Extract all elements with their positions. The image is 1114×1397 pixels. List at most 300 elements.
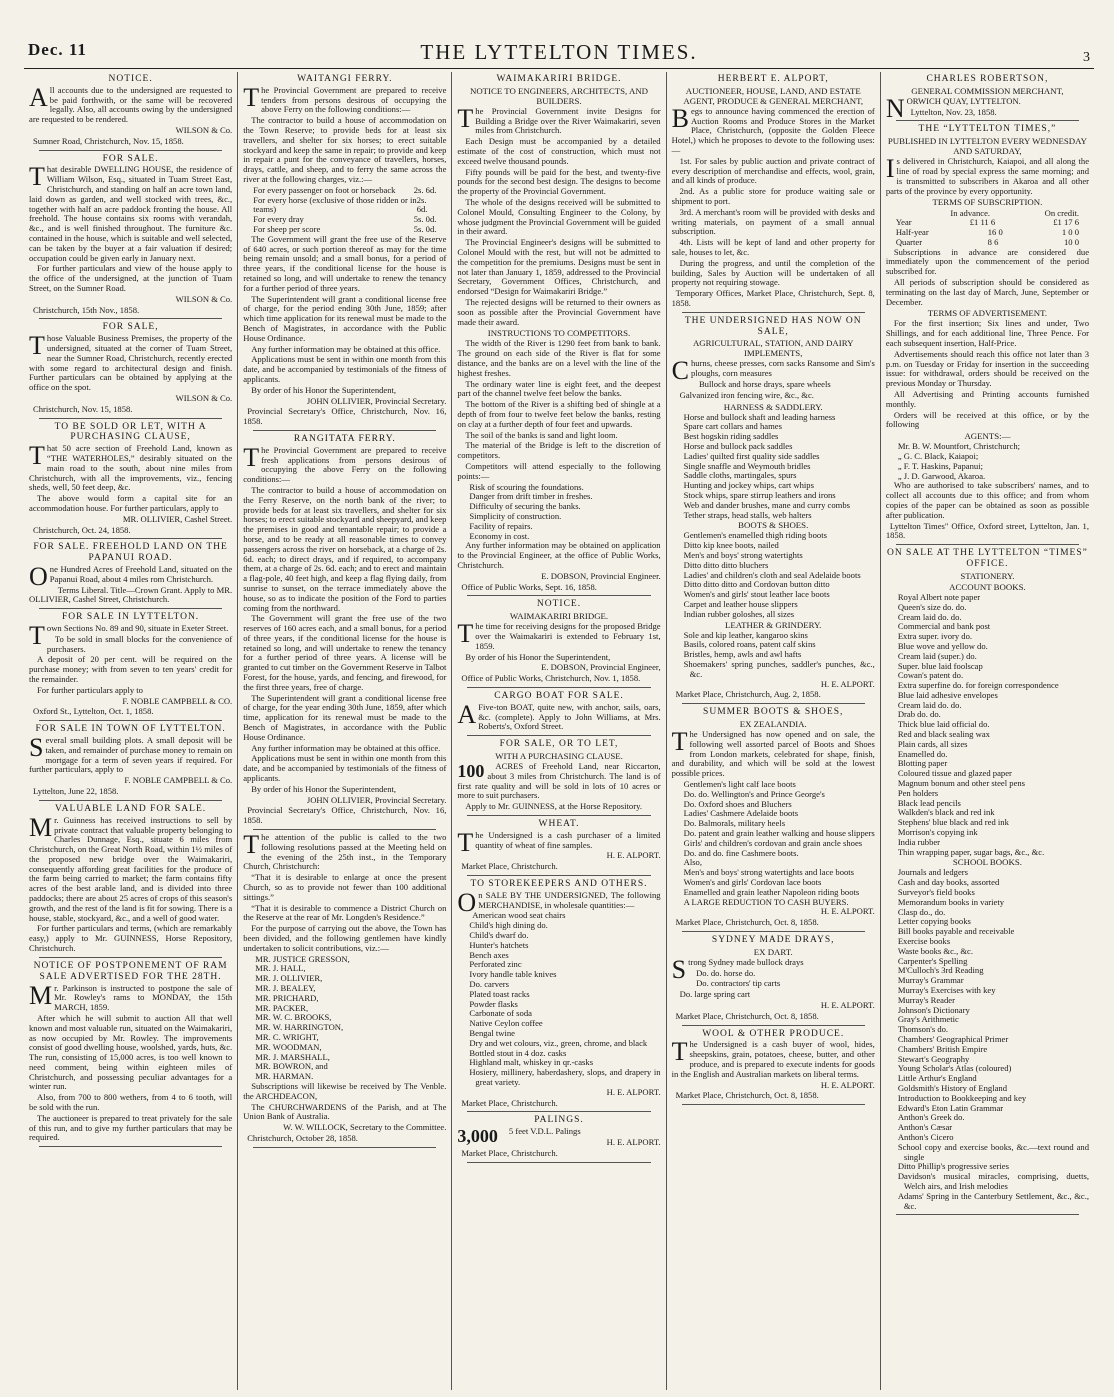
ad-paragraph: The attention of the public is called to the two following resolutions passed at the Meeting held on the evening of the 25th inst., in the Temporary Church, Christchurch:	[243, 830, 447, 872]
ad-paragraph: Competitors will attend especially to the following points:—	[457, 460, 661, 481]
advertisement	[457, 739, 660, 812]
merchandise-item: Basils, colored roans, patent calf skins	[683, 639, 816, 650]
committee-name-item: MR. C. WRIGHT,	[255, 1031, 319, 1042]
rate-table	[253, 186, 436, 235]
ad-paragraph: The bottom of the River is a shifting bed of shingle at a depth of from four to twelve feet below the banks, resting on clay at a further depth of four feet and upwards.	[457, 399, 661, 429]
ad-signature: H. E. ALPORT.	[606, 850, 661, 861]
ad-paragraph: To be sold in small blocks for the convenience of purchasers.	[46, 633, 233, 654]
merchandise-item: Anthon's Cicero	[897, 1131, 954, 1142]
ad-separator	[467, 815, 650, 816]
rate-price: 5s. 0d.	[413, 223, 437, 234]
advertisement	[29, 74, 232, 147]
ad-signature: F. NOBLE CAMPBELL & CO.	[122, 695, 233, 706]
ad-separator	[467, 1111, 650, 1112]
merchandise-item: Cream laid do. do.	[897, 699, 962, 710]
ad-separator	[39, 538, 222, 539]
merchandise-item: Murray's Reader	[897, 994, 955, 1005]
advertisement	[243, 434, 446, 826]
advertisement	[885, 74, 1089, 123]
ad-separator	[253, 1147, 436, 1148]
ad-subtitle: AUCTIONEER, HOUSE, LAND, AND ESTATE AGENT, PRODUCE & GENERAL MERCHANT,	[683, 85, 864, 106]
merchandise-item: Murray's Exercises with key	[897, 985, 996, 996]
subscription-cell: £1 17 6	[1053, 217, 1079, 228]
ad-signature: JOHN OLLIVIER, Provincial Secretary.	[306, 794, 447, 805]
ad-separator	[39, 957, 222, 958]
committee-name-item: MR. HARMAN.	[255, 1071, 314, 1082]
merchandise-item: Edward's Eton Latin Grammar	[897, 1102, 1004, 1113]
subscription-cell: 8 6	[987, 236, 999, 247]
merchandise-list	[457, 911, 660, 1087]
ad-title: ON SALE AT THE LYTTELTON “TIMES” OFFICE.	[886, 548, 1088, 570]
merchandise-item: India rubber	[897, 836, 941, 847]
merchandise-item: Chambers' British Empire	[897, 1043, 988, 1054]
merchandise-item: School copy and exercise books, &c.—text round and single	[897, 1141, 1090, 1162]
ad-title: WAIMAKARIRI BRIDGE.	[496, 74, 622, 84]
point-list	[457, 483, 660, 542]
ad-paragraph: The Superintendent will grant a conditional license free of charge, for the period ending 30th June, 1859; after which time application for its renewal must be made to the Bench of Magistrates, in accordance with the Public House Ordinance.	[243, 293, 447, 343]
ad-paragraph: Galvanized iron fencing wire, &c., &c.	[679, 389, 814, 400]
ad-location-date: Christchurch, Oct. 24, 1858.	[33, 524, 131, 535]
advertisement	[672, 1029, 875, 1102]
ad-separator	[467, 687, 650, 688]
column-4	[667, 72, 881, 1390]
advertisement	[457, 74, 660, 592]
merchandise-item: Blotting paper	[897, 758, 948, 769]
ad-paragraph: Fifty pounds will be paid for the best, and twenty-five pounds for the second best design. The designs to become the property of the Provincial Government.	[457, 166, 661, 197]
ad-section-heading: TERMS OF ADVERTISEMENT.	[927, 308, 1048, 319]
merchandise-item: Ivory handle table knives	[469, 969, 557, 980]
ad-paragraph: Applications must be sent in within one month from this date, and be accompanied by testimonials of the fitness of applicants.	[243, 753, 447, 784]
ad-paragraph: Also, from 700 to 800 wethers, from 4 to 6 tooth, will be sold with the run.	[29, 1092, 233, 1113]
point-item: Simplicity of construction.	[469, 510, 562, 521]
columns	[24, 72, 1094, 1390]
rate-price: 5s. 0d.	[413, 214, 437, 225]
advertisement	[243, 830, 447, 1144]
merchandise-item: Cream laid do. do.	[897, 611, 962, 622]
ad-signature: W. W. WILLOCK, Secretary to the Committee.	[283, 1122, 447, 1133]
ad-paragraph: The Government will grant the free use of the Reserve of 640 acres, or such portion thereof as may for the time being remain unsold; and a small bonus, for a period of three years, if the conditional license for the house is retained so long, and will undertake to renew the tenancy for a further period of three years.	[243, 233, 447, 293]
ad-separator	[682, 703, 865, 704]
advertisement	[672, 935, 875, 1022]
ad-paragraph: Orders will be received at this office, or by the following	[885, 409, 1090, 430]
ad-signature: F. NOBLE CAMPBELL & Co.	[124, 775, 233, 786]
ad-paragraph: The soil of the banks is sand and light loom.	[465, 429, 618, 440]
ad-location-date: Office of Public Works, Sept. 16, 1858.	[461, 581, 597, 592]
merchandise-item: Horse and bullock pack saddles	[683, 441, 793, 452]
advertisement	[457, 819, 660, 872]
subscription-cell: Quarter	[895, 236, 923, 247]
ad-title: SYDNEY MADE DRAYS,	[711, 935, 835, 946]
ad-title: THE “LYTTELTON TIMES,”	[918, 124, 1057, 135]
subscription-cell: £1 11 6	[969, 217, 996, 228]
ad-location-date: Christchurch, Nov. 15, 1858.	[33, 403, 133, 414]
ad-subtitle: EX ZEALANDIA.	[739, 719, 807, 730]
merchandise-item: Carpet and leather house slippers	[683, 599, 798, 610]
merchandise-item: Black lead pencils	[897, 797, 961, 808]
ad-paragraph: Do. do. horse do.	[696, 967, 756, 978]
ad-paragraph: By order of his Honor the Superintendent,	[251, 384, 397, 395]
ad-signature: MR. OLLIVIER, Cashel Street.	[122, 513, 233, 524]
ad-paragraph: “That it is desirable to commence a District Church on the Reserve at the rear of Mr. Longden's Residence.”	[243, 902, 447, 923]
ad-paragraph: Subscriptions in advance are considered due immediately upon the commencement of the period subscribed for.	[885, 246, 1090, 277]
ad-paragraph: For further particulars and terms, (which are remarkably easy,) apply to Mr. GUINNESS, Horse Repository, Christchurch.	[29, 923, 233, 954]
ad-location-date: Market Place, Christchurch.	[461, 1097, 558, 1108]
ad-paragraph: The Undersigned is a cash purchaser of a limited quantity of wheat of fine samples.	[457, 827, 661, 857]
masthead	[28, 40, 1090, 66]
ad-location-date: Market Place, Christchurch.	[461, 1147, 558, 1158]
merchandise-item: Commercial and bank post	[897, 621, 991, 632]
ad-section-heading: ACCOUNT BOOKS.	[949, 581, 1026, 592]
committee-name-item: MR. PACKER,	[255, 1002, 309, 1013]
ad-paragraph: A deposit of 20 per cent. will be required on the purchase money; with from seven to ten years' credit for the remainder.	[29, 654, 233, 685]
ad-paragraph: The Provincial Government invite Designs for Building a Bridge over the River Waimakariri, seven miles from Christchurch.	[457, 103, 661, 136]
subscription-cell: 1 0 0	[1061, 227, 1079, 238]
advertisement	[29, 322, 232, 414]
ad-separator	[253, 430, 436, 431]
merchandise-item: Bill books payable and receivable	[897, 926, 1015, 937]
merchandise-item: Surveyor's field books	[897, 887, 975, 898]
ad-separator	[467, 875, 650, 876]
merchandise-item: Ditto kip knee boots, nailed	[683, 540, 779, 551]
ad-paragraph: “That it is desirable to enlarge at once the present Church, so as to provide not fewer than 100 additional sittings.”	[243, 872, 447, 902]
merchandise-item: Tether straps, head stalls, web halters	[683, 509, 812, 520]
merchandise-item: Hosiery, millinery, haberdashery, slops, and drapery in great variety.	[469, 1067, 661, 1087]
page-number: 3	[1083, 50, 1090, 65]
advertisement	[457, 1115, 660, 1158]
ad-paragraph: Mr. Guinness has received instructions to sell by private contract that valuable property belonging to Charles Dunnage, Esq., situate 6 miles from Christchurch, on the Great North Road, within 1½ miles of the proposed new bridge over the Waimakariri, consequently affording great facilities for the produce of the farm being carried to market; the farm contains fifty acres of the best arable land, and is divided into three paddocks; there are about 25 acres of crops of this season's growth, and the rest of the land is fit for sowing. There is a house, stable, stockyard, &c., and a well of good water.	[29, 812, 233, 923]
merchandise-item: Super. blue laid foolscap	[897, 660, 983, 671]
ad-separator	[39, 150, 222, 151]
ad-paragraph: All accounts due to the undersigned are requested to be paid forthwith, or the same will be recovered legally. Also, all accounts owing by the undersigned are requested to be rendered.	[29, 82, 233, 125]
advertisement	[672, 74, 875, 309]
merchandise-item: Do. and do. fine Cashmere boots.	[683, 847, 799, 858]
subscription-cell: Year	[895, 217, 912, 228]
ad-paragraph: Mr. Parkinson is instructed to postpone the sale of Mr. Rowley's rams to MONDAY, the 15th MARCH, 1859.	[29, 980, 233, 1013]
rate-label: For every passenger on foot or horseback	[253, 184, 396, 195]
ad-signature: H. E. ALPORT.	[606, 1137, 661, 1147]
merchandise-item: Do. Balmorals, military heels	[683, 818, 786, 829]
merchandise-item: Perforated zinc	[469, 959, 522, 970]
ad-location-date: Office of Public Works, Christchurch, Nov. 1, 1858.	[461, 673, 641, 684]
ad-paragraph: All Advertising and Printing accounts furnished monthly.	[885, 389, 1090, 409]
merchandise-item: Chambers' Geographical Primer	[897, 1034, 1009, 1044]
advertisement	[457, 599, 660, 684]
merchandise-item: Coloured tissue and glazed paper	[897, 768, 1012, 779]
ad-paragraph: Applications must be sent in within one month from this date, and be accompanied by testimonials of the fitness of applicants.	[243, 354, 447, 384]
ad-title: NOTICE OF POSTPONEMENT OF RAM SALE ADVERTISED FOR THE 28TH.	[33, 960, 228, 982]
merchandise-item: Spare cart collars and hames	[683, 421, 782, 432]
ad-paragraph: Strong Sydney made bullock drays	[671, 954, 804, 984]
ad-paragraph: One Hundred Acres of Freehold Land, situated on the Papanui Road, about 4 miles rom Christchurch.	[29, 562, 233, 592]
ad-title: PALINGS.	[534, 1115, 584, 1126]
ad-section-heading: AGENTS:—	[964, 431, 1011, 442]
ad-paragraph: Terms Liberal. Title—Crown Grant. Apply to MR. OLLIVIER, Cashel Street, Christchurch.	[29, 584, 233, 605]
advertisement	[886, 124, 1089, 541]
merchandise-item: Letter copying books	[897, 916, 971, 927]
merchandise-item: Do. patent and grain leather walking and house slippers	[683, 828, 875, 839]
ad-separator	[39, 608, 222, 609]
ad-paragraph: The whole of the designs received will be submitted to Colonel Mould, Consulting Engineer to the Colony, by whose judgment the Provincial Government will be guided in their award.	[457, 197, 661, 237]
ad-separator	[682, 1104, 865, 1105]
merchandise-item: Ladies' quilted first quality side saddles	[683, 450, 820, 461]
ad-separator	[896, 544, 1079, 545]
committee-name-item: MR. PRICHARD,	[255, 992, 319, 1003]
ad-title: NOTICE.	[108, 74, 153, 84]
ad-location-date: Provincial Secretary's Office, Christchurch, Nov. 16, 1858.	[243, 805, 447, 826]
ad-paragraph: For the purpose of carrying out the above, the Town has been divided, and the following gentlemen have kindly undertaken to solicit contributions, viz.:—	[243, 923, 447, 953]
merchandise-item: Powder flasks	[469, 998, 518, 1009]
ad-location-date: Sumner Road, Christchurch, Nov. 15, 1858.	[33, 135, 184, 146]
ad-paragraph: Is delivered in Christchurch, Kaiapoi, and all along the line of road by special express the same morning; and is transmitted to subscribers in Akaroa and all other parts of the province by every opportunity.	[885, 154, 1090, 196]
merchandise-item: Young Scholar's Atlas (coloured)	[897, 1063, 1012, 1074]
merchandise-item: Plain cards, all sizes	[897, 738, 968, 749]
merchandise-item: Ditto ditto ditto and Cordovan button ditto	[683, 579, 830, 590]
advertisement	[457, 691, 660, 732]
ad-paragraph: Any further information may be obtained at this office.	[251, 742, 441, 753]
issue-date: Dec. 11	[28, 40, 87, 59]
merchandise-list	[672, 780, 875, 907]
ad-paragraph: Who are authorised to take subscribers' names, and to collect all accounts due to this office; and from whom copies of the paper can be obtained as soon as possible after publication.	[885, 480, 1090, 520]
column-5	[881, 72, 1094, 1390]
advertisement	[29, 961, 232, 1143]
ad-title: WOOL & OTHER PRODUCE.	[702, 1028, 845, 1039]
merchandise-item: Walkden's black and red ink	[897, 807, 995, 818]
ad-location-date: Lyttelton Times" Office, Oxford street, Lyttelton, Jan. 1, 1858.	[885, 520, 1090, 541]
ad-paragraph: 1st. For sales by public auction and private contract of every description of merchandise and effects, wool, grain, and all kinds of produce.	[671, 155, 875, 186]
ad-paragraph: 5 feet V.D.L. Palings	[508, 1126, 581, 1137]
ad-title: TO BE SOLD OR LET, WITH A PURCHASING CLAUSE,	[54, 421, 207, 443]
ad-separator	[682, 931, 865, 932]
ad-signature: E. DOBSON, Provincial Engineer.	[541, 570, 661, 581]
ad-paragraph: The above would form a capital site for an accommodation house. For further particulars, apply to	[29, 493, 233, 514]
merchandise-item: Adams' Spring in the Canterbury Settlement, &c., &c., &c.	[897, 1190, 1090, 1211]
merchandise-item: Gray's Arithmetic	[897, 1014, 959, 1025]
ad-paragraph: Advertisements should reach this office not later than 3 p.m. on Tuesday or Friday for insertion in the succeeding issue: for withdrawal, orders should be received on the previous Monday or Thursday.	[885, 348, 1090, 389]
newspaper-title: THE LYTTELTON TIMES.	[420, 40, 698, 64]
ad-separator	[682, 312, 865, 313]
ad-title: NOTICE.	[536, 599, 582, 610]
merchandise-item: Carbonate of soda	[469, 1008, 532, 1019]
advertisement	[672, 707, 875, 928]
ad-title: WAITANGI FERRY.	[297, 74, 393, 84]
ad-paragraph: 3rd. A merchant's room will be provided with desks and writing materials, on payment of a small annual subscription.	[671, 206, 875, 237]
ad-paragraph: For further particulars and view of the house apply to the office of the undersigned, at the junction of Tuam Street, on the Sumner Road.	[29, 263, 233, 293]
point-item: Danger from drift timber in freshes.	[469, 491, 593, 502]
ad-paragraph: By order of his Honor the Superintendent,	[251, 783, 397, 794]
ad-location-date: Market Place, Christchurch, Oct. 8, 1858.	[675, 1090, 819, 1101]
merchandise-item: Blue laid adhesive envelopes	[897, 689, 998, 700]
ad-signature: H. E. ALPORT.	[820, 1000, 875, 1011]
merchandise-item: Thick blue laid official do.	[897, 719, 990, 730]
rate-price: 2s. 6d.	[416, 194, 428, 215]
ad-title: WHEAT.	[538, 819, 580, 829]
ad-title: FOR SALE, OR TO LET,	[499, 739, 619, 750]
ad-signature: H. E. ALPORT.	[820, 1079, 875, 1090]
ad-separator	[467, 1162, 650, 1163]
merchandise-item: Stewart's Geography	[897, 1053, 970, 1064]
subscription-cell: Half-year	[895, 227, 929, 238]
merchandise-item: A LARGE REDUCTION TO CASH BUYERS.	[683, 896, 849, 907]
merchandise-list	[672, 413, 875, 521]
ad-title: CHARLES ROBERTSON,	[926, 74, 1049, 84]
merchandise-item: Horse and bullock shaft and leading harness	[683, 411, 836, 422]
merchandise-item: Enamelled and grain leather Napoleon riding boots	[683, 886, 860, 897]
ad-location-date: Oxford St., Lyttelton, Oct. 1, 1858.	[33, 706, 154, 717]
ad-separator	[39, 720, 222, 721]
ad-paragraph: The time for receiving designs for the proposed Bridge over the Waimakariri is extended to February 1st, 1859.	[457, 619, 661, 651]
ad-paragraph: Those Valuable Business Premises, the property of the undersigned, situated at the corner of Tuam Street, near the Sumner Road, Christchurch, recently erected with some regard to architectural design and finish. Further particulars can be obtained by applying at the office on the spot.	[29, 331, 233, 393]
advertisement	[29, 804, 232, 954]
ad-paragraph: By order of his Honor the Superintendent,	[465, 651, 611, 662]
point-item: Difficulty of securing the banks.	[469, 501, 581, 512]
ad-signature: H. E. ALPORT.	[820, 906, 875, 917]
advertisement	[29, 422, 232, 536]
committee-name-item: MR. J. MARSHALL,	[255, 1051, 330, 1062]
ad-title: SUMMER BOOTS & SHOES,	[703, 707, 844, 718]
ad-separator	[467, 735, 650, 736]
merchandise-item: Journals and ledgers	[897, 867, 968, 878]
advertisement	[243, 74, 446, 427]
merchandise-item: Shoemakers' spring punches, saddler's punches, &c., &c.	[683, 659, 875, 679]
merchandise-item: Ditto ditto ditto bluchers	[683, 559, 769, 570]
point-item: Facility of repairs.	[469, 520, 533, 531]
committee-name-item: MR. W. C. BROOKS,	[255, 1012, 332, 1023]
merchandise-item: Drab do. do.	[897, 709, 941, 720]
agent-item: „ G. C. Black, Kaiapoi;	[897, 451, 979, 462]
ad-paragraph: AFive-ton BOAT, quite new, with anchor, sails, oars, &c. (complete). Apply to John Williams, at Mrs. Roberts's, Oxford Street.	[457, 699, 661, 732]
ad-paragraph: The Provincial Government are prepared to receive tenders from persons desirous of occupying the above Ferry on the following conditions:—	[243, 82, 447, 115]
merchandise-item: Anthon's Greek do.	[897, 1112, 965, 1123]
merchandise-item: Cash and day books, assorted	[897, 877, 1000, 888]
ad-separator	[253, 829, 436, 830]
ad-section-heading: INSTRUCTIONS TO COMPETITORS.	[487, 328, 631, 339]
merchandise-item: Clasp do., do.	[897, 906, 946, 917]
ad-location-date: Market Place, Christchurch, Oct. 8, 1858.	[675, 1010, 819, 1021]
committee-name-item: MR. J. OLLIVIER,	[255, 973, 323, 984]
ad-title: FOR SALE. FREEHOLD LAND ON THE PAPANUI ROAD.	[33, 542, 228, 564]
merchandise-item: Bengal twine	[469, 1028, 515, 1038]
committee-name-item: MR. JUSTICE GRESSON,	[255, 953, 350, 964]
ad-paragraph: The contractor to build a house of accommodation on the Town Reserve; to provide beds for at least six travellers, and shelter for six horses; to erect suitable stockyard and keep the same in repair; to provide and keep in repair a punt for the conveyance of travellers, horses, drays, cattle, and sheep, and to ferry the same across the river at the following charges, viz.:—	[243, 115, 447, 184]
ad-subtitle: AGRICULTURAL, STATION, AND DAIRY IMPLEMENTS,	[692, 338, 854, 359]
ad-paragraph: All periods of subscription should be considered as terminating on the last day of March, June, September or December.	[885, 277, 1090, 307]
ad-location-date: Market Place, Christchurch, Aug. 2, 1858.	[675, 689, 821, 700]
ad-title: RANGITATA FERRY.	[293, 433, 396, 444]
merchandise-item: M'Culloch's 3rd Reading	[897, 965, 984, 976]
committee-name-item: MR. WOODMAN,	[255, 1041, 322, 1052]
ad-title: FOR SALE.	[102, 153, 159, 164]
merchandise-item: Red and black sealing wax	[897, 729, 990, 740]
ad-paragraph: During the progress, and until the completion of the building, Sales by Auction will be undertaken of all property not requiring stowage.	[671, 257, 875, 288]
advertisement	[457, 879, 660, 1108]
merchandise-item: Also,	[683, 857, 702, 868]
advertisement	[29, 542, 232, 605]
ad-signature: WILSON & Co.	[175, 393, 233, 403]
advertisement	[886, 548, 1089, 1211]
merchandise-item: Enamelled do.	[897, 748, 948, 759]
merchandise-item: Do. Oxford shoes and Bluchers	[683, 798, 792, 809]
merchandise-item: Saddle cloths, martingales, spurs	[683, 470, 797, 481]
large-figure: 3,000	[457, 1126, 498, 1147]
ad-paragraph: Town Sections No. 89 and 90, situate in Exeter Street.	[29, 621, 229, 651]
merchandise-item: Men's and boys' strong watertights	[683, 550, 803, 561]
committee-name-item: MR. W. HARRINGTON,	[255, 1022, 344, 1033]
large-figure: 100	[457, 761, 485, 782]
ad-paragraph: 4th. Lists will be kept of land and other property for sale, houses to let, &c.	[671, 237, 875, 258]
merchandise-item: Sole and kip leather, kangaroo skins	[683, 629, 808, 640]
ad-title: FOR SALE IN LYTTELTON.	[62, 612, 200, 623]
ad-location-date: Market Place, Christchurch, Oct. 8, 1858.	[675, 917, 819, 928]
merchandise-item: Women's and girls' stout leather lace boots	[683, 589, 830, 600]
ad-location-date: Market Place, Christchurch.	[461, 861, 558, 872]
merchandise-item: Pen holders	[897, 787, 939, 798]
ad-subtitle: STATIONERY.	[960, 570, 1015, 581]
advertisement	[29, 724, 232, 797]
header-rule	[24, 68, 1094, 69]
ad-paragraph: The ordinary water line is eight feet, and the deepest part of the channel twelve feet below the banks.	[457, 378, 661, 399]
committee-name-item: MR. BOWRON, and	[255, 1061, 328, 1072]
ad-paragraph: Subscriptions will likewise be received by The Venble. the ARCHDEACON,	[243, 1080, 447, 1101]
merchandise-item: Best hogskin riding saddles	[683, 431, 779, 442]
ad-signature: E. DOBSON, Provincial Engineer,	[541, 662, 661, 673]
subscription-cell: 10 0	[1063, 236, 1080, 247]
ad-paragraph: The width of the River is 1290 feet from bank to bank. The ground on each side of the River is flat for some distance, and the banks are on a level with the line of the highest freshes.	[457, 338, 661, 378]
merchandise-item: Davidson's musical miracles, comprising, duetts, Welch airs, and Irish melodies	[897, 1171, 1090, 1191]
merchandise-item: Thomson's do.	[897, 1024, 949, 1035]
ad-title: HERBERT E. ALPORT,	[717, 74, 829, 84]
agent-item: „ J. D. Garwood, Akaroa.	[897, 470, 986, 481]
ad-title: CARGO BOAT FOR SALE.	[494, 690, 624, 701]
ad-location-date: Lyttelton, June 22, 1858.	[33, 786, 119, 797]
merchandise-list	[886, 593, 1089, 858]
ad-title: FOR SALE,	[102, 322, 159, 333]
ad-separator	[39, 800, 222, 801]
merchandise-item: Gentlemen's light calf lace boots	[683, 779, 796, 790]
ad-paragraph: The Undersigned is a cash buyer of wool, hides, sheepskins, grain, potatoes, cheese, butter, and other produce, and is prepared to execute indents for goods in the English and Australian markets on liberal terms.	[671, 1037, 875, 1079]
agent-item: „ F. T. Haskins, Papanui;	[897, 460, 983, 471]
ad-paragraph: Begs to announce having commenced the erection of Auction Rooms and Produce Stores in the Market Place, Christchurch, (opposite the Golden Fleece Hotel,) which he proposes to devote to the following uses:—	[671, 103, 875, 156]
merchandise-item: Ladies' and children's cloth and seal Adelaide boots	[683, 569, 861, 580]
ad-paragraph: Do. large spring cart	[679, 989, 751, 1000]
ad-paragraph: Any further information may be obtained on application to the Provincial Engineer, at the office of Public Works, Christchurch.	[457, 540, 661, 570]
ad-paragraph: 2nd. As a public store for produce waiting sale or shipment to port.	[671, 186, 875, 207]
merchandise-item: American wood seat chairs	[472, 910, 566, 921]
ad-title: FOR SALE IN TOWN OF LYTTELTON.	[35, 724, 226, 735]
rate-price: 2s. 6d.	[413, 184, 437, 195]
ad-paragraph: NORWICH QUAY, LYTTELTON.	[885, 93, 1021, 123]
advertisement	[29, 612, 232, 717]
column-1	[24, 72, 238, 1390]
ad-separator	[39, 1146, 222, 1147]
merchandise-item: Little Arthur's England	[897, 1073, 977, 1084]
ad-paragraph: On SALE BY THE UNDERSIGNED, The following MERCHANDISE, in wholesale quantities:—	[457, 887, 661, 917]
ad-separator	[682, 1025, 865, 1026]
merchandise-item: Do. carvers	[469, 979, 510, 990]
merchandise-item: Stephens' blue black and red ink	[897, 817, 1009, 828]
merchandise-item: Hunter's hatchets	[469, 939, 529, 950]
ad-paragraph: Each Design must be accompanied by a detailed estimate of the cost of construction, which must not exceed twelve thousand pounds.	[457, 136, 661, 166]
ad-paragraph: That desirable DWELLING HOUSE, the residence of William Wilson, Esq., situated in Tuam Street East, Christchurch, and standing on half an acre town land, laid down as garden, and well stocked with trees, &c., together with half an acre paddock fronting the house. All freehold. The house contains six rooms with verandah, &c., and is well finished throughout. The furniture &c. contained in the house, which is suitable and well selected, can be taken by the buyer at a fair valuation if desired; occupation could be given early in January next.	[29, 162, 233, 263]
ad-subtitle: WAIMAKARIRI BRIDGE.	[509, 611, 609, 622]
ad-subtitle: NOTICE TO ENGINEERS, ARCHITECTS, AND BUILDERS.	[469, 85, 649, 106]
merchandise-item: Gentlemen's enamelled thigh riding boots	[683, 530, 827, 541]
merchandise-item: Royal Albert note paper	[897, 591, 981, 602]
ad-paragraph: Apply to Mr. GUINNESS, at the Horse Repository.	[465, 801, 642, 812]
ad-location-date: Lyttelton, Nov. 23, 1858.	[910, 106, 997, 117]
merchandise-item: Native Ceylon coffee	[469, 1018, 543, 1029]
ad-section-heading: HARNESS & SADDLERY.	[723, 401, 823, 412]
ad-paragraph: The Provincial Engineer's designs will be submitted to Colonel Mould with the rest, but will not be admitted to the competition for the premiums. Designs must be sent in not later than January 1, 1859, addressed to the Provincial Secretary, Government Offices, Christchurch, and endorsed “Design for Waimakariri Bridge.”	[457, 237, 661, 297]
